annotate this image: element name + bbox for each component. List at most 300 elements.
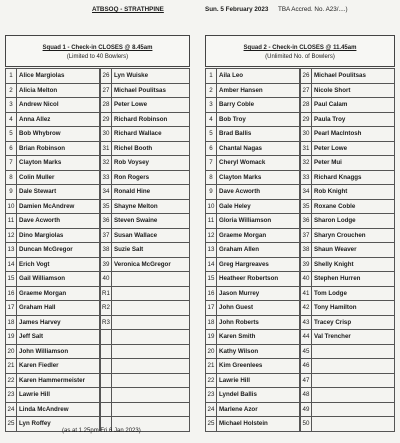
bowler-name: Cheryl Womack [217, 156, 300, 171]
row-number: 19 [6, 330, 17, 345]
bowler-name: Peter Lowe [312, 141, 395, 156]
bowler-name: Lawrie Hill [17, 388, 100, 403]
row-number: 38 [301, 243, 312, 258]
row-number: 49 [301, 402, 312, 417]
table-row [6, 199, 100, 214]
row-number: 11 [6, 214, 17, 229]
squad2-left-table [205, 68, 300, 432]
bowler-name: Kathy Wilson [217, 344, 300, 359]
bowler-name: Alicia Melton [17, 83, 100, 98]
table-row [206, 127, 300, 142]
table-row [6, 272, 100, 287]
row-number: 44 [301, 330, 312, 345]
row-number: 30 [101, 127, 112, 142]
table-row [206, 359, 300, 374]
row-number: 48 [301, 388, 312, 403]
row-number: 40 [101, 272, 112, 287]
bowler-name: Gloria Williamson [217, 214, 300, 229]
bowler-name: Kim Greenlees [217, 359, 300, 374]
bowler-name: Anna Allez [17, 112, 100, 127]
bowler-name: Shelly Knight [312, 257, 395, 272]
bowler-name: Graham Allen [217, 243, 300, 258]
club-title: ATBSOQ - STRATHPINE [92, 6, 164, 13]
row-number: 14 [206, 257, 217, 272]
row-number: 11 [206, 214, 217, 229]
bowler-name: Gale Heley [217, 199, 300, 214]
table-row [101, 69, 190, 84]
row-number: 33 [301, 170, 312, 185]
row-number: 35 [101, 199, 112, 214]
row-number: 17 [206, 301, 217, 316]
bowler-name: Dino Margiolas [17, 228, 100, 243]
row-number: R3 [101, 315, 112, 330]
bowler-name: John Roberts [217, 315, 300, 330]
row-number: 8 [206, 170, 217, 185]
table-row [101, 199, 190, 214]
table-row [206, 156, 300, 171]
bowler-name: Lyndel Ballis [217, 388, 300, 403]
row-number: 28 [101, 98, 112, 113]
bowler-name [312, 417, 395, 432]
bowler-name: John Guest [217, 301, 300, 316]
table-row [6, 156, 100, 171]
table-row [6, 301, 100, 316]
bowler-name [112, 330, 190, 345]
row-number: 32 [301, 156, 312, 171]
bowler-name: Lyn Roffey [17, 417, 100, 432]
bowler-name: Andrew Nicol [17, 98, 100, 113]
table-row [206, 301, 300, 316]
table-row [301, 344, 395, 359]
row-number: 24 [6, 402, 17, 417]
bowler-name: Nicole Short [312, 83, 395, 98]
row-number: 39 [101, 257, 112, 272]
bowler-name: Ron Rogers [112, 170, 190, 185]
row-number: 31 [101, 141, 112, 156]
row-number: 10 [206, 199, 217, 214]
bowler-name: Dale Stewart [17, 185, 100, 200]
row-number: 37 [101, 228, 112, 243]
bowler-name: Ronald Hine [112, 185, 190, 200]
bowler-name [112, 272, 190, 287]
bowler-name: Richard Wallace [112, 127, 190, 142]
row-number: 6 [6, 141, 17, 156]
table-row [6, 373, 100, 388]
bowler-name: Roxane Coble [312, 199, 395, 214]
row-number: 36 [301, 214, 312, 229]
table-row [101, 402, 190, 417]
row-number: 1 [206, 69, 217, 84]
row-number: 25 [6, 417, 17, 432]
squad1-subtitle: (Limited to 40 Bowlers) [66, 54, 129, 60]
bowler-name: Tom Lodge [312, 286, 395, 301]
table-row [6, 330, 100, 345]
row-number: 47 [301, 373, 312, 388]
bowler-name [112, 286, 190, 301]
row-number: 16 [206, 286, 217, 301]
bowler-name: Peter Mui [312, 156, 395, 171]
row-number: 10 [6, 199, 17, 214]
table-row [301, 127, 395, 142]
bowler-name: Paula Troy [312, 112, 395, 127]
table-row [101, 301, 190, 316]
table-row [206, 170, 300, 185]
row-number: 18 [6, 315, 17, 330]
squad2-header [205, 35, 395, 67]
bowler-name: Alice Margiolas [17, 69, 100, 84]
table-row [101, 388, 190, 403]
bowler-name: Graeme Morgan [217, 228, 300, 243]
bowler-name: Dave Acworth [217, 185, 300, 200]
row-number: 28 [301, 98, 312, 113]
table-row [301, 141, 395, 156]
row-number: 37 [301, 228, 312, 243]
table-row [6, 286, 100, 301]
row-number: 38 [101, 243, 112, 258]
table-row [101, 373, 190, 388]
bowler-name: Marlene Azor [217, 402, 300, 417]
table-row [206, 214, 300, 229]
bowler-name [312, 388, 395, 403]
row-number: 32 [101, 156, 112, 171]
bowler-name: Lawrie Hill [217, 373, 300, 388]
table-row [206, 286, 300, 301]
table-row [6, 315, 100, 330]
row-number: 26 [301, 69, 312, 84]
bowler-name: Bob Whybrow [17, 127, 100, 142]
row-number [101, 373, 112, 388]
table-row [6, 127, 100, 142]
table-row [6, 112, 100, 127]
row-number: 43 [301, 315, 312, 330]
table-row [101, 98, 190, 113]
bowler-name: Graham Hall [17, 301, 100, 316]
bowler-name: Rob Voysey [112, 156, 190, 171]
table-row [206, 83, 300, 98]
bowler-name: Richard Robinson [112, 112, 190, 127]
table-row [301, 373, 395, 388]
table-row [101, 170, 190, 185]
table-row [301, 156, 395, 171]
table-row [101, 214, 190, 229]
row-number: 7 [6, 156, 17, 171]
row-number: 12 [206, 228, 217, 243]
table-row [301, 417, 395, 432]
bowler-name: Val Trencher [312, 330, 395, 345]
bowler-name: Linda McAndrew [17, 402, 100, 417]
row-number: 1 [6, 69, 17, 84]
row-number: 42 [301, 301, 312, 316]
table-row [206, 388, 300, 403]
bowler-name: Bob Troy [217, 112, 300, 127]
squad1-left-table [5, 68, 100, 432]
row-number: 27 [101, 83, 112, 98]
table-row [301, 112, 395, 127]
bowler-name: Brian Robinson [17, 141, 100, 156]
table-row [101, 185, 190, 200]
bowler-name: Jason Murrey [217, 286, 300, 301]
bowler-name: Duncan McGregor [17, 243, 100, 258]
bowler-name: Stephen Hurren [312, 272, 395, 287]
table-row [6, 69, 100, 84]
table-row [6, 243, 100, 258]
row-number: 30 [301, 127, 312, 142]
row-number: 33 [101, 170, 112, 185]
bowler-name: Erich Vogt [17, 257, 100, 272]
row-number: 46 [301, 359, 312, 374]
bowler-name: Karen Fiedler [17, 359, 100, 374]
accreditation-number: TBA Accred. No. A23/....) [278, 6, 348, 13]
bowler-name: Karen Smith [217, 330, 300, 345]
bowler-name [112, 388, 190, 403]
table-row [101, 156, 190, 171]
bowler-name: Paul Calam [312, 98, 395, 113]
bowler-name: Steven Swaine [112, 214, 190, 229]
table-row [301, 69, 395, 84]
table-row [206, 315, 300, 330]
row-number: 41 [301, 286, 312, 301]
table-row [206, 112, 300, 127]
row-number: 3 [206, 98, 217, 113]
bowler-name: Chantal Nagas [217, 141, 300, 156]
row-number: 14 [6, 257, 17, 272]
bowler-name: Shayne Melton [112, 199, 190, 214]
row-number: 2 [6, 83, 17, 98]
table-row [206, 257, 300, 272]
row-number: 6 [206, 141, 217, 156]
table-row [301, 402, 395, 417]
bowler-name: Veronica McGregor [112, 257, 190, 272]
bowler-name: Clayton Marks [217, 170, 300, 185]
row-number: 35 [301, 199, 312, 214]
table-row [101, 141, 190, 156]
bowler-name: Michael Poulitsas [112, 83, 190, 98]
bowler-name: Clayton Marks [17, 156, 100, 171]
row-number: 22 [6, 373, 17, 388]
row-number: 12 [6, 228, 17, 243]
row-number: 27 [301, 83, 312, 98]
row-number: 17 [6, 301, 17, 316]
footer-note: (as at 1.25pm Fri 6 Jan 2023) [62, 428, 141, 434]
table-row [101, 112, 190, 127]
squad2-subtitle: (Unlimited No. of Bowlers) [265, 54, 335, 60]
table-row [206, 185, 300, 200]
squad1-right-table [100, 68, 190, 432]
table-row [301, 98, 395, 113]
bowler-name: Tony Hamilton [312, 301, 395, 316]
bowler-name [312, 373, 395, 388]
table-row [206, 243, 300, 258]
row-number: 7 [206, 156, 217, 171]
event-date: Sun. 5 February 2023 [205, 6, 269, 13]
row-number: 19 [206, 330, 217, 345]
row-number: 20 [6, 344, 17, 359]
table-row [6, 98, 100, 113]
table-row [206, 417, 300, 432]
bowler-name [112, 402, 190, 417]
row-number: 9 [206, 185, 217, 200]
table-row [301, 185, 395, 200]
bowler-name [112, 344, 190, 359]
table-row [301, 170, 395, 185]
row-number: 4 [206, 112, 217, 127]
table-row [301, 272, 395, 287]
table-row [206, 344, 300, 359]
row-number: 23 [206, 388, 217, 403]
bowler-name: Susan Wallace [112, 228, 190, 243]
bowler-name [112, 301, 190, 316]
bowler-name [312, 402, 395, 417]
bowler-name: Damien McAndrew [17, 199, 100, 214]
table-row [101, 83, 190, 98]
document-header [0, 3, 400, 15]
table-row [301, 388, 395, 403]
row-number [101, 359, 112, 374]
table-row [301, 315, 395, 330]
table-row [6, 344, 100, 359]
bowler-name: John Williamson [17, 344, 100, 359]
bowler-name [112, 373, 190, 388]
table-row [6, 214, 100, 229]
row-number: R2 [101, 301, 112, 316]
bowler-name: Dave Acworth [17, 214, 100, 229]
table-row [101, 315, 190, 330]
row-number: 5 [206, 127, 217, 142]
row-number: 18 [206, 315, 217, 330]
table-row [206, 330, 300, 345]
table-row [301, 214, 395, 229]
bowler-name: Suzie Salt [112, 243, 190, 258]
bowler-name: Shaun Weaver [312, 243, 395, 258]
squad2-right-table [300, 68, 395, 432]
table-row [101, 127, 190, 142]
bowler-name: Amber Hansen [217, 83, 300, 98]
table-row [6, 185, 100, 200]
row-number: 23 [6, 388, 17, 403]
bowler-name: Greg Hargreaves [217, 257, 300, 272]
bowler-name: Brad Ballis [217, 127, 300, 142]
row-number [101, 344, 112, 359]
row-number: 20 [206, 344, 217, 359]
table-row [206, 228, 300, 243]
row-number: 24 [206, 402, 217, 417]
table-row [301, 199, 395, 214]
table-row [206, 402, 300, 417]
table-row [301, 359, 395, 374]
table-row [6, 83, 100, 98]
row-number [101, 330, 112, 345]
row-number: 34 [301, 185, 312, 200]
table-row [206, 98, 300, 113]
row-number: 8 [6, 170, 17, 185]
row-number: 13 [6, 243, 17, 258]
table-row [301, 228, 395, 243]
bowler-name: Michael Poulitsas [312, 69, 395, 84]
table-row [101, 228, 190, 243]
table-row [6, 170, 100, 185]
row-number: 31 [301, 141, 312, 156]
row-number: 39 [301, 257, 312, 272]
bowler-name: Barry Coble [217, 98, 300, 113]
row-number: 50 [301, 417, 312, 432]
table-row [101, 359, 190, 374]
table-row [301, 330, 395, 345]
row-number: 13 [206, 243, 217, 258]
bowler-name: Graeme Morgan [17, 286, 100, 301]
row-number: 36 [101, 214, 112, 229]
squad1-header [5, 35, 190, 67]
bowler-name: Richel Booth [112, 141, 190, 156]
bowler-name: Jeff Salt [17, 330, 100, 345]
bowler-name: Richard Knaggs [312, 170, 395, 185]
bowler-name: Tracey Crisp [312, 315, 395, 330]
row-number: 3 [6, 98, 17, 113]
row-number: 21 [6, 359, 17, 374]
table-row [101, 286, 190, 301]
table-row [301, 243, 395, 258]
row-number: 45 [301, 344, 312, 359]
bowler-name [112, 315, 190, 330]
row-number: 5 [6, 127, 17, 142]
table-row [6, 388, 100, 403]
row-number: 21 [206, 359, 217, 374]
row-number: 15 [206, 272, 217, 287]
table-row [6, 257, 100, 272]
table-row [6, 402, 100, 417]
table-row [6, 228, 100, 243]
row-number: 29 [301, 112, 312, 127]
bowler-name: Colin Muller [17, 170, 100, 185]
bowler-name: Pearl MacIntosh [312, 127, 395, 142]
bowler-name: Rob Knight [312, 185, 395, 200]
squad2-title: Squad 2 - Check-in CLOSES @ 11.45am [243, 45, 357, 51]
table-row [301, 257, 395, 272]
table-row [101, 344, 190, 359]
row-number: 26 [101, 69, 112, 84]
table-row [301, 286, 395, 301]
table-row [6, 141, 100, 156]
bowler-name [312, 344, 395, 359]
table-row [206, 199, 300, 214]
row-number: 16 [6, 286, 17, 301]
bowler-name: James Harvey [17, 315, 100, 330]
bowler-name: Michael Holstein [217, 417, 300, 432]
row-number: 40 [301, 272, 312, 287]
squad1-title: Squad 1 - Check-in CLOSES @ 8.45am [42, 45, 153, 51]
table-row [206, 272, 300, 287]
bowler-name: Sharon Lodge [312, 214, 395, 229]
table-row [206, 69, 300, 84]
table-row [206, 373, 300, 388]
row-number: R1 [101, 286, 112, 301]
bowler-name [112, 359, 190, 374]
bowler-name [312, 359, 395, 374]
bowler-name: Sharyn Crouchen [312, 228, 395, 243]
row-number: 29 [101, 112, 112, 127]
bowler-name: Heatheer Robertson [217, 272, 300, 287]
bowler-name: Peter Lowe [112, 98, 190, 113]
table-row [101, 257, 190, 272]
row-number [101, 388, 112, 403]
row-number: 2 [206, 83, 217, 98]
table-row [101, 272, 190, 287]
row-number: 15 [6, 272, 17, 287]
bowler-name: Lyn Wuiske [112, 69, 190, 84]
row-number [101, 402, 112, 417]
bowler-name: Aila Leo [217, 69, 300, 84]
table-row [206, 141, 300, 156]
table-row [101, 243, 190, 258]
